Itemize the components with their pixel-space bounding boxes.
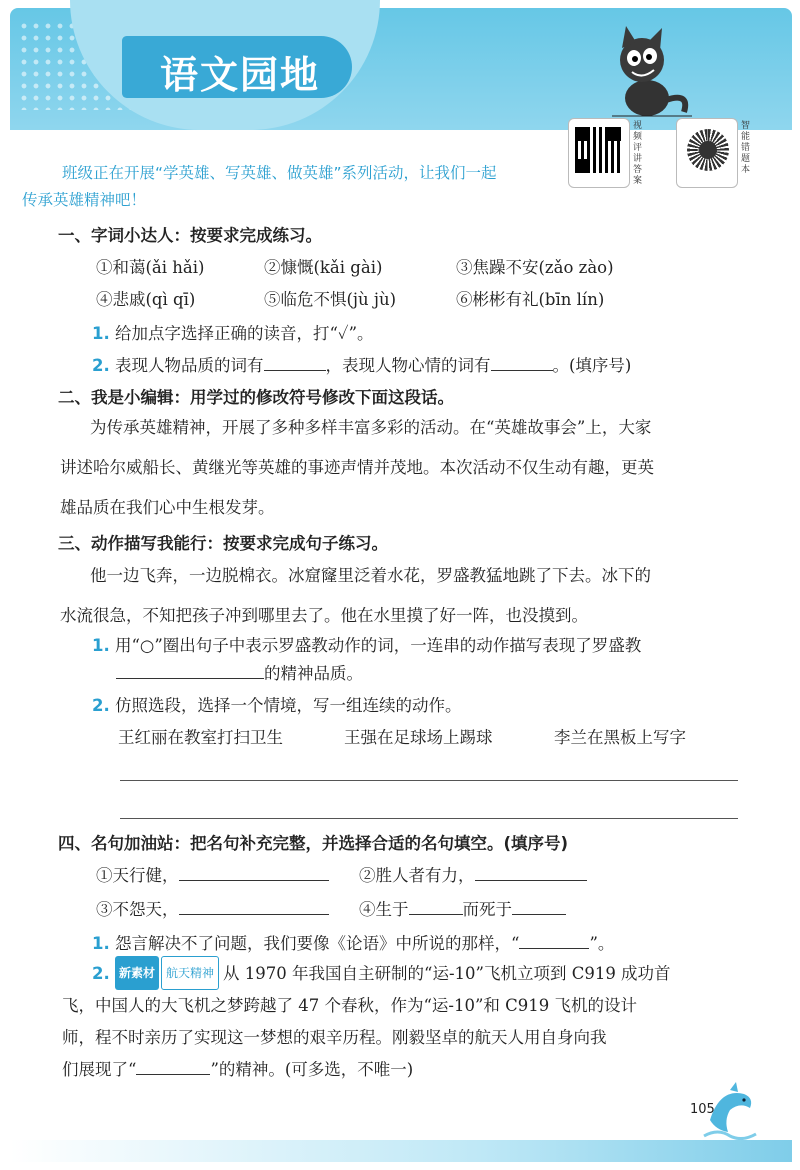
qr-label: 视频评讲答案 <box>633 121 643 186</box>
proverb-text: ①天行健， <box>96 866 179 885</box>
passage-line: 为传承英雄精神，开展了多种多样丰富多彩的活动。在“英雄故事会”上，大家 <box>90 418 652 437</box>
intro-line-2: 传承英雄精神吧！ <box>22 191 147 209</box>
qr-label: 智能错题本 <box>741 121 751 175</box>
question-text: 。(填序号) <box>552 356 632 375</box>
page-title: 语文园地 <box>160 53 321 97</box>
question-text: ”的精神。(可多选，不唯一) <box>210 1060 414 1079</box>
scenario-option: 王强在足球场上踢球 <box>344 728 493 747</box>
answer-blank[interactable] <box>519 932 589 949</box>
section-2-heading: 二、我是小编辑：用学过的修改符号修改下面这段话。 <box>58 388 454 407</box>
answer-blank[interactable] <box>179 898 329 915</box>
answer-blank[interactable] <box>116 662 264 679</box>
question-number: 2. <box>92 696 110 715</box>
proverb-text: 而死于 <box>462 900 512 919</box>
question-text: 们展现了“ <box>62 1060 137 1079</box>
word-item: ④悲戚(qì qī) <box>96 290 196 309</box>
proverb-text: ②胜人者有力， <box>359 866 475 885</box>
s3-question-1-cont <box>116 660 363 684</box>
question-text: 怨言解决不了问题，我们要像《论语》中所说的那样，“ <box>115 934 520 953</box>
question-number: 2. <box>92 356 110 375</box>
section-1-heading: 一、字词小达人：按要求完成练习。 <box>58 226 322 245</box>
answer-blank[interactable] <box>475 864 587 881</box>
word-item: ②慷慨(kǎi gài) <box>264 258 383 277</box>
question-number: 1. <box>92 636 110 655</box>
footer-band <box>10 1140 792 1162</box>
new-material-badge: 新素材 <box>115 956 159 990</box>
section-4-heading: 四、名句加油站：把名句补充完整，并选择合适的名句填空。(填序号) <box>58 834 569 853</box>
answer-blank[interactable] <box>264 354 326 371</box>
q2-line-3: 师，程不时亲历了实现这一梦想的艰辛历程。刚毅坚卓的航天人用自身向我 <box>62 1028 607 1047</box>
editing-passage <box>60 408 742 528</box>
action-passage <box>60 556 742 636</box>
dolphin-icon <box>700 1080 760 1140</box>
question-text: 从 1970 年我国自主研制的“运-10”飞机立项到 C919 成功首 <box>223 964 671 983</box>
question-number: 1. <box>92 934 110 953</box>
word-item: ⑥彬彬有礼(bīn lín) <box>456 290 605 309</box>
passage-line: 讲述哈尔威船长、黄继光等英雄的事迹声情并茂地。本次活动不仅生动有趣，更英 <box>60 458 654 477</box>
intro-text <box>22 160 562 214</box>
qr-code-icon <box>575 127 621 173</box>
answer-blank[interactable] <box>512 898 566 915</box>
question-text: 给加点字选择正确的读音，打“✓”。 <box>115 324 374 343</box>
q2-line-4 <box>62 1054 742 1086</box>
s3-question-2 <box>92 692 462 716</box>
proverb-row-2 <box>96 896 566 920</box>
s1-question-1 <box>92 320 374 344</box>
page-number: 105 <box>690 1102 715 1117</box>
q2-line-1 <box>92 956 742 990</box>
q2-line-2: 飞，中国人的大飞机之梦跨越了 47 个春秋，作为“运-10”和 C919 飞机的设计 <box>62 996 638 1015</box>
question-text: 用“○”圈出句子中表示罗盛教动作的词，一连串的动作描写表现了罗盛教 <box>115 636 642 655</box>
s4-question-1 <box>92 930 614 954</box>
error-book-qr[interactable] <box>676 118 751 188</box>
question-text: 的精神品质。 <box>264 664 363 683</box>
intro-line-1: 班级正在开展“学英雄、写英雄、做英雄”系列活动，让我们一起 <box>62 164 497 182</box>
question-text: 表现人物品质的词有 <box>115 356 264 375</box>
s4-question-2 <box>62 956 742 1086</box>
video-answer-qr[interactable] <box>568 118 643 188</box>
mini-program-code-icon <box>687 129 729 171</box>
answer-blank[interactable] <box>136 1058 210 1075</box>
scenario-option: 王红丽在教室打扫卫生 <box>118 728 283 747</box>
topic-badge: 航天精神 <box>161 956 219 990</box>
question-text: ”。 <box>589 934 615 953</box>
passage-line: 雄品质在我们心中生根发芽。 <box>60 498 275 517</box>
word-item: ⑤临危不惧(jù jù) <box>264 290 397 309</box>
proverb-row-1 <box>96 862 587 886</box>
writing-line[interactable] <box>120 780 738 781</box>
answer-blank[interactable] <box>409 898 463 915</box>
word-row-1 <box>96 254 614 278</box>
question-number: 1. <box>92 324 110 343</box>
scenario-option: 李兰在黑板上写字 <box>554 728 686 747</box>
word-row-2 <box>96 286 604 310</box>
answer-blank[interactable] <box>179 864 329 881</box>
answer-blank[interactable] <box>491 354 553 371</box>
word-item: ①和蔼(ǎi hǎi) <box>96 258 205 277</box>
s1-question-2 <box>92 352 631 376</box>
section-3-heading: 三、动作描写我能行：按要求完成句子练习。 <box>58 534 388 553</box>
cartoon-cat-icon <box>592 20 702 120</box>
question-text: ，表现人物心情的词有 <box>325 356 491 375</box>
passage-line: 水流很急，不知把孩子冲到哪里去了。他在水里摸了好一阵，也没摸到。 <box>60 606 588 625</box>
question-number: 2. <box>92 964 110 983</box>
s3-question-1 <box>92 632 641 656</box>
word-item: ③焦躁不安(zǎo zào) <box>456 258 614 277</box>
passage-line: 他一边飞奔，一边脱棉衣。冰窟窿里泛着水花，罗盛教猛地跳了下去。冰下的 <box>90 566 651 585</box>
scenario-options <box>118 724 686 748</box>
proverb-text: ③不怨天， <box>96 900 179 919</box>
writing-line[interactable] <box>120 818 738 819</box>
question-text: 仿照选段，选择一个情境，写一组连续的动作。 <box>115 696 462 715</box>
proverb-text: ④生于 <box>359 900 409 919</box>
